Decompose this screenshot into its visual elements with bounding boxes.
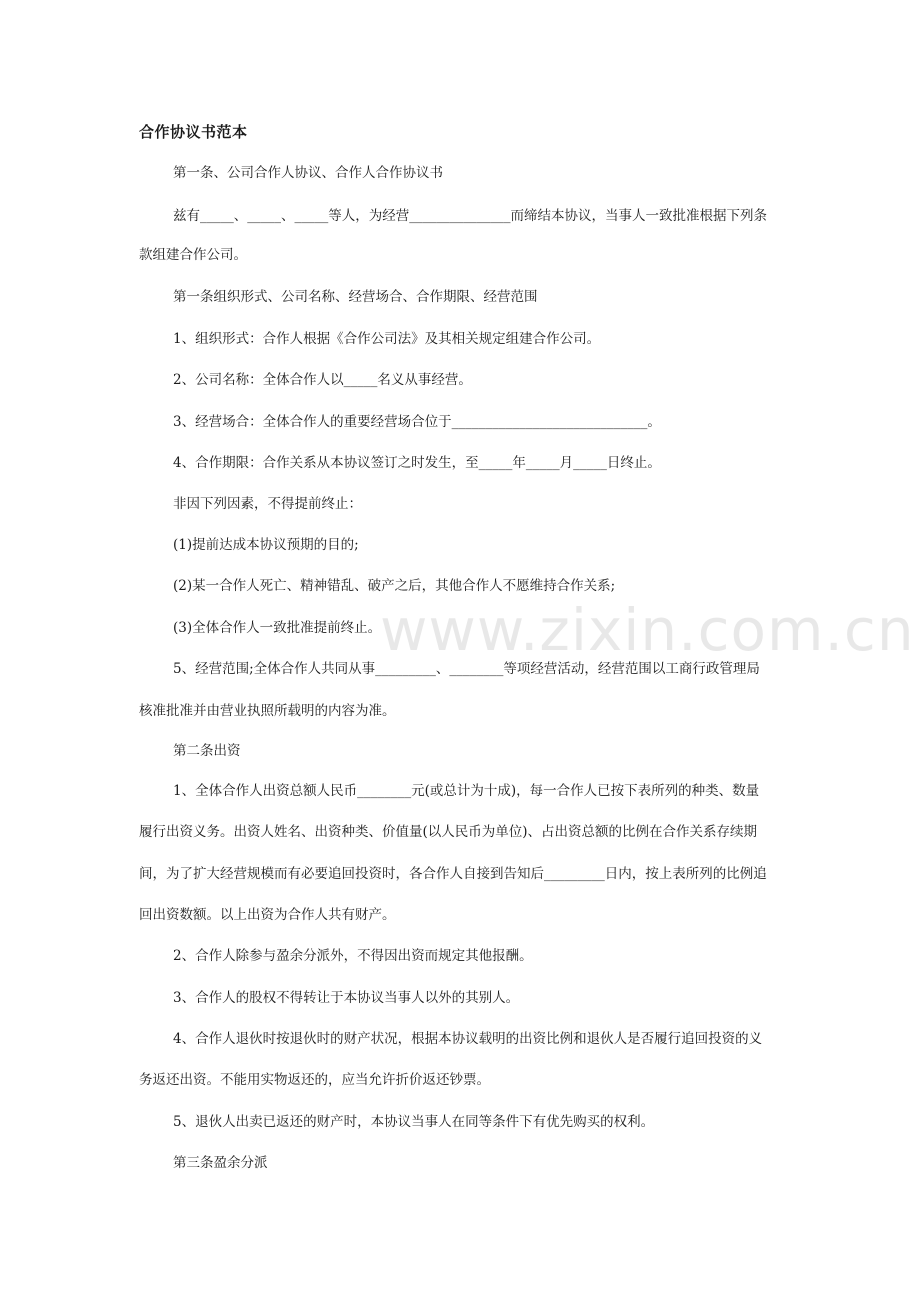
paragraph-line: 5、经营范围;全体合作人共同从事_________、________等项经营活动，经营范围以工商行政管理局: [173, 661, 760, 677]
document-title: 合作协议书范本: [139, 123, 248, 141]
paragraph-line: 4、合作期限：合作关系从本协议签订之时发生，至_____年_____月_____日终止。: [173, 455, 661, 471]
section-heading: 第一条、公司合作人协议、合作人合作协议书: [173, 165, 443, 181]
paragraph-line: 3、经营场合：全体合作人的重要经营场合位于_____________________________。: [173, 414, 661, 430]
paragraph-line: 非因下列因素，不得提前终止：: [173, 496, 362, 512]
paragraph-line: 3、合作人的股权不得转让于本协议当事人以外的其别人。: [173, 990, 520, 1006]
paragraph-line: 回出资数额。以上出资为合作人共有财产。: [139, 907, 396, 923]
paragraph-line: 务返还出资。不能用实物返还的，应当允许折价返还钞票。: [139, 1072, 490, 1088]
paragraph-line: 款组建合作公司。: [139, 247, 247, 263]
paragraph-line: 履行出资义务。出资人姓名、出资种类、价值量(以人民币为单位)、占出资总额的比例在合作关系存续期: [139, 824, 758, 840]
list-item: (1)提前达成本协议预期的目的;: [173, 537, 359, 553]
paragraph-line: 2、合作人除参与盈余分派外，不得因出资而规定其他报酬。: [173, 948, 533, 964]
paragraph-line: 1、全体合作人出资总额人民币________元(或总计为十成)，每一合作人已按下表所列的种类、数量: [173, 783, 760, 799]
section-heading: 第一条组织形式、公司名称、经营场合、合作期限、经营范围: [173, 289, 538, 305]
list-item: (3)全体合作人一致批准提前终止。: [173, 620, 382, 636]
paragraph-line: 1、组织形式：合作人根据《合作公司法》及其相关规定组建合作公司。: [173, 331, 601, 347]
paragraph-line: 间，为了扩大经营规模而有必要追回投资时，各合作人自接到告知后_________日内，按上表所列的比例追: [139, 866, 767, 882]
paragraph-line: 5、退伙人出卖已返还的财产时，本协议当事人在同等条件下有优先购买的权利。: [173, 1114, 655, 1130]
list-item: (2)某一合作人死亡、精神错乱、破产之后，其他合作人不愿维持合作关系;: [173, 578, 616, 594]
watermark: www.zixin.com.cn: [380, 596, 915, 664]
section-heading: 第二条出资: [173, 743, 241, 759]
section-heading: 第三条盈余分派: [173, 1155, 268, 1171]
paragraph-line: 4、合作人退伙时按退伙时的财产状况，根据本协议载明的出资比例和退伙人是否履行追回投资的义: [173, 1031, 763, 1047]
paragraph-line: 2、公司名称：全体合作人以_____名义从事经营。: [173, 372, 472, 388]
paragraph-line: 兹有_____、_____、_____等人，为经营_______________而缔结本协议，当事人一致批准根据下列条: [173, 208, 767, 224]
paragraph-line: 核准批准并由营业执照所载明的内容为准。: [139, 703, 396, 719]
